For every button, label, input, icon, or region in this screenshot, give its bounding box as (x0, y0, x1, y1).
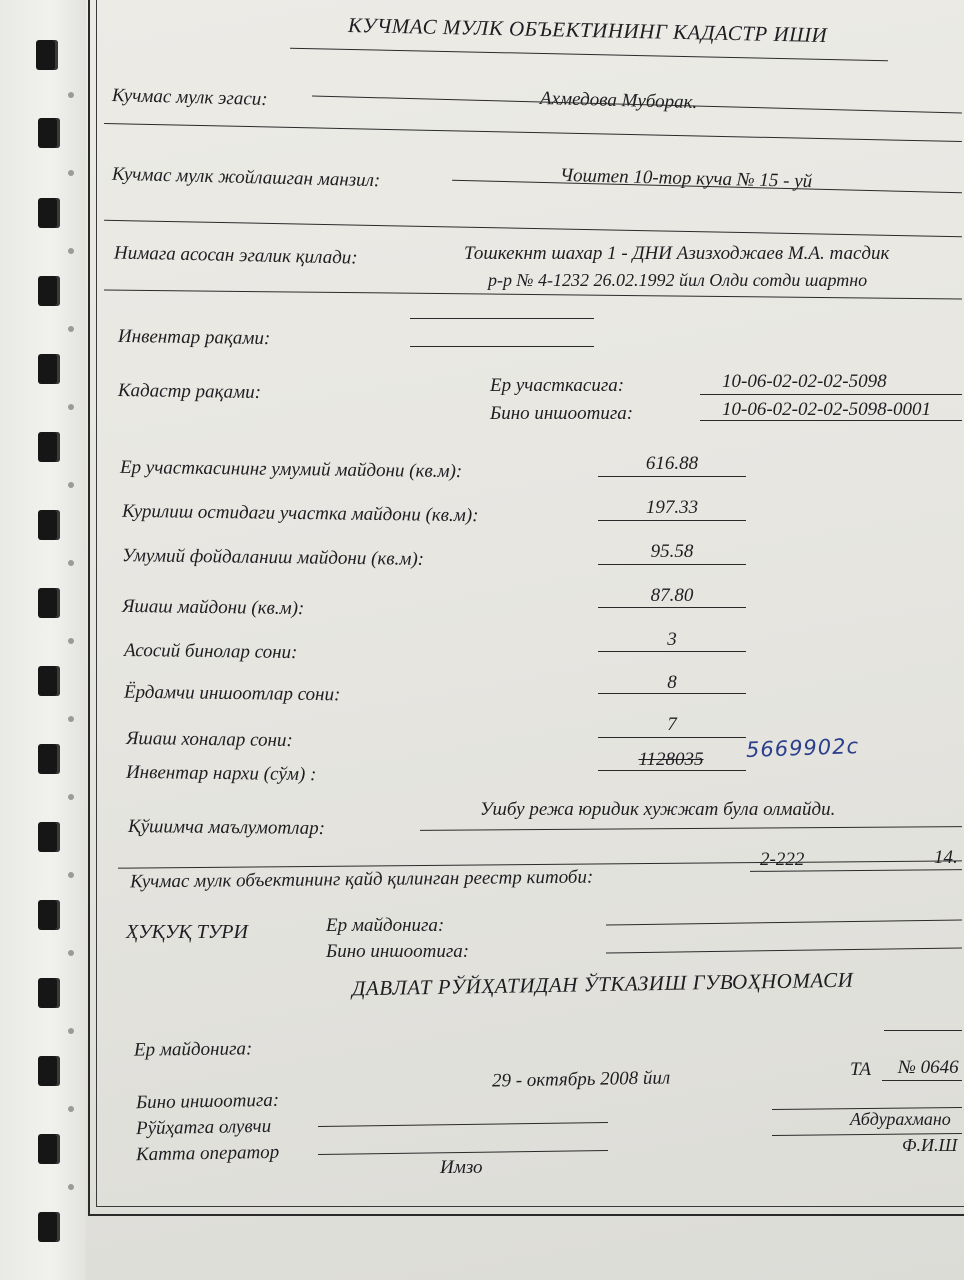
punch-hole (68, 716, 74, 722)
basis-line-1: Тошкекнт шахар 1 - ДНИ Азизходжаев М.А. тасдик (464, 243, 890, 264)
page-title: КУЧМАС МУЛК ОБЪЕКТИНИНГ КАДАСТР ИШИ (347, 12, 828, 48)
punch-hole (68, 170, 74, 176)
metric-value: 8 (667, 672, 677, 693)
metric-label: Умумий фойдаланиш майдони (кв.м): (121, 545, 425, 570)
punch-hole (68, 638, 74, 644)
owner-value: Ахмедова Муборак. (539, 87, 698, 114)
metric-value: 616.88 (645, 453, 699, 474)
spiral-binding (0, 0, 86, 1280)
binding-ring (38, 354, 60, 384)
registry-value: 2-222 (760, 849, 805, 870)
owner-label: Кучмас мулк эгаси: (111, 84, 268, 111)
metric-underline (598, 476, 746, 477)
cadastre-land-underline (700, 394, 962, 395)
metric-label: Курилиш остидаги участка майдони (кв.м): (121, 500, 479, 527)
metric-value: 87.80 (650, 585, 694, 606)
binding-ring (38, 198, 60, 228)
registry-label: Кучмас мулк объектининг қайд қилинган реестр китоби: (129, 866, 594, 893)
cadastre-building-value: 10-06-02-02-02-5098-0001 (722, 399, 931, 420)
binding-ring (38, 118, 60, 148)
punch-hole (68, 248, 74, 254)
binding-ring (38, 276, 60, 306)
binding-ring (38, 978, 60, 1008)
metric-label: Асосий бинолар сони: (123, 639, 298, 664)
certificate-land-label: Ер майдонига: (133, 1038, 253, 1061)
certificate-right-line (884, 1030, 962, 1031)
certificate-ta-underline (882, 1080, 962, 1081)
cadastre-building-label: Бино иншоотига: (490, 403, 634, 424)
metric-value: 95.58 (650, 541, 694, 562)
punch-hole (68, 92, 74, 98)
inventory-price-handwritten: 5669902с (745, 734, 860, 762)
cadastre-land-label: Ер участкасига: (490, 375, 625, 396)
metric-underline (598, 737, 746, 738)
punch-hole (68, 1184, 74, 1190)
binding-ring (38, 510, 60, 540)
inventory-price-old-value: 1128035 (638, 749, 704, 770)
binding-ring (38, 900, 60, 930)
punch-hole (68, 326, 74, 332)
registry-value-2: 14. (934, 847, 958, 868)
cadastre-building-underline (700, 420, 962, 421)
registrar-label: Рўйҳатга олувчи (135, 1115, 272, 1140)
certificate-date: 29 - октябрь 2008 йил (491, 1067, 671, 1092)
cadastre-label: Кадастр рақами: (117, 380, 262, 403)
inventory-price-underline (598, 770, 746, 771)
inventory-number-label: Инвентар рақами: (117, 325, 271, 350)
metric-underline (598, 607, 746, 608)
rights-land-label: Ер майдонига: (326, 915, 445, 936)
registrar-name: Абдурахмано (850, 1109, 951, 1129)
metric-label: Яшаш хоналар сони: (125, 727, 293, 752)
metric-underline (598, 651, 746, 652)
metric-value: 197.33 (645, 497, 699, 518)
punch-hole (68, 404, 74, 410)
rights-building-label: Бино иншоотига: (326, 941, 470, 962)
binding-ring (38, 666, 60, 696)
punch-hole (68, 1028, 74, 1034)
additional-label: Қўшимча маълумотлар: (127, 815, 326, 840)
punch-hole (68, 794, 74, 800)
binding-ring (38, 1212, 60, 1242)
binding-ring (38, 588, 60, 618)
address-value: Чоштеп 10-тор куча № 15 - уй (559, 164, 813, 193)
basis-line-2: р-р № 4-1232 26.02.1992 йил Олди сотди шартно (488, 270, 868, 290)
senior-operator-label: Катта оператор (135, 1141, 280, 1166)
metric-underline (598, 520, 746, 521)
certificate-ta-number: № 0646 (898, 1057, 959, 1078)
punch-hole (68, 560, 74, 566)
rights-label: ҲУҚУҚ ТУРИ (126, 921, 248, 943)
inventory-price-label: Инвентар нархи (сўм) : (125, 761, 317, 786)
inventory-number-underline (410, 346, 594, 347)
certificate-building-label: Бино иншоотига: (135, 1089, 280, 1114)
signature-label: Имзо (440, 1157, 483, 1178)
punch-hole (68, 1106, 74, 1112)
cadastre-land-value: 10-06-02-02-02-5098 (722, 371, 887, 392)
metric-label: Ёрдамчи иншоотлар сони: (123, 681, 341, 706)
binding-ring (38, 744, 60, 774)
binding-ring (38, 432, 60, 462)
metric-label: Яшаш майдони (кв.м): (121, 595, 305, 620)
metric-value: 3 (667, 629, 677, 650)
punch-hole (68, 872, 74, 878)
metric-underline (598, 564, 746, 565)
metric-label: Ер участкасининг умумий майдони (кв.м): (119, 456, 463, 483)
metric-underline (598, 693, 746, 694)
address-label: Кучмас мулк жойлашган манзил: (111, 163, 381, 192)
punch-hole (68, 482, 74, 488)
basis-label: Нимага асосан эгалик қилади: (113, 242, 358, 269)
binding-ring (38, 1056, 60, 1086)
binding-ring (38, 822, 60, 852)
punch-hole (68, 950, 74, 956)
binding-ring (36, 40, 58, 70)
additional-value: Ушбу режа юридик хужжат була олмайди. (480, 799, 836, 820)
certificate-title: ДАВЛАТ РЎЙҲАТИДАН ЎТКАЗИШ ГУВОҲНОМАСИ (351, 967, 854, 1001)
fio-label: Ф.И.Ш (902, 1135, 958, 1155)
certificate-ta-label: ТА (850, 1059, 871, 1080)
inventory-line-top (410, 318, 594, 319)
metric-value: 7 (667, 714, 677, 735)
binding-ring (38, 1134, 60, 1164)
